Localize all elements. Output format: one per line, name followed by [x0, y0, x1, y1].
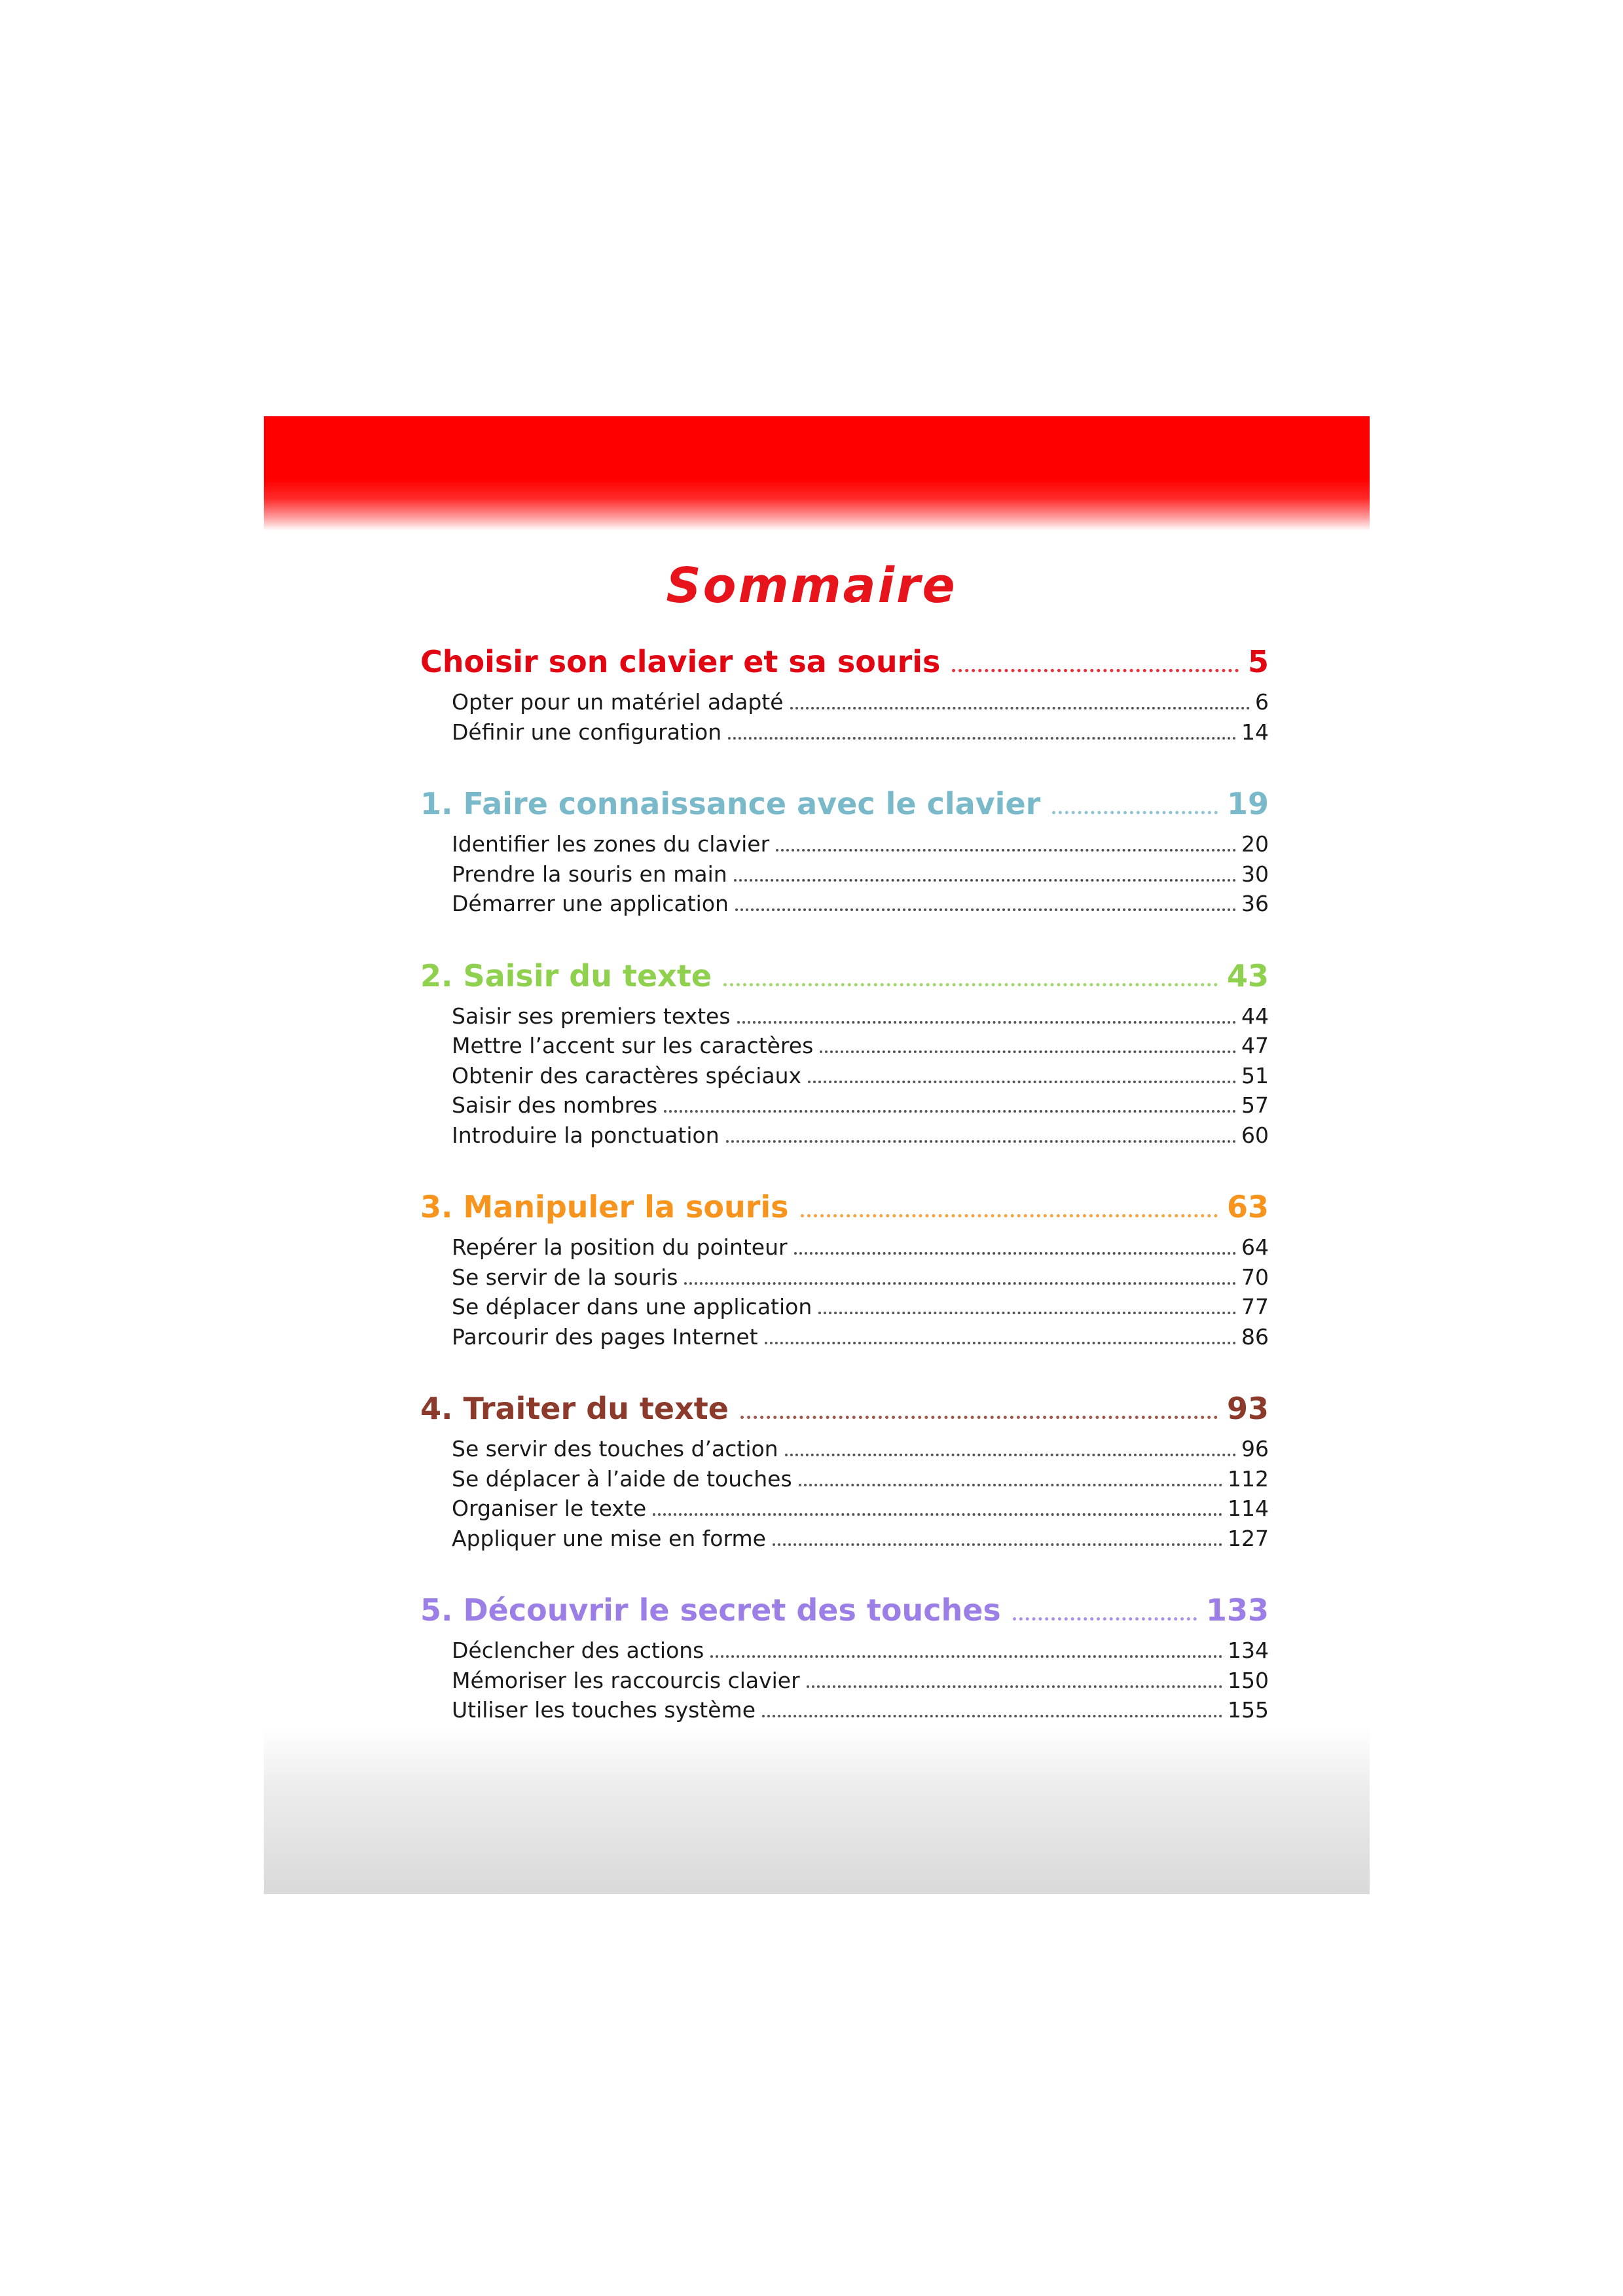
dot-leader	[710, 1655, 1222, 1658]
toc-entry[interactable]	[452, 1464, 1269, 1494]
toc-entry[interactable]	[452, 1292, 1269, 1322]
section-items	[420, 1001, 1269, 1151]
section-heading[interactable]	[420, 639, 1269, 685]
entry-title: Mémoriser les raccourcis clavier	[452, 1667, 800, 1693]
dot-leader	[723, 983, 1218, 986]
entry-title: Se servir de la souris	[452, 1264, 678, 1290]
entry-page-number: 96	[1241, 1436, 1269, 1462]
toc-entry[interactable]	[452, 1001, 1269, 1031]
dot-leader	[1052, 811, 1218, 814]
entry-title: Se servir des touches d’action	[452, 1436, 778, 1462]
section-items	[420, 829, 1269, 919]
entry-page-number: 44	[1241, 1003, 1269, 1029]
toc-entry[interactable]	[452, 1666, 1269, 1696]
entry-title: Identifier les zones du clavier	[452, 831, 770, 857]
entry-title: Mettre l’accent sur les caractères	[452, 1033, 814, 1058]
entry-title: Opter pour un matériel adapté	[452, 689, 784, 715]
toc-section	[420, 781, 1269, 919]
entry-title: Organiser le texte	[452, 1496, 647, 1521]
entry-title: Démarrer une application	[452, 891, 729, 916]
dot-leader	[820, 1050, 1236, 1053]
toc-section	[420, 953, 1269, 1151]
toc-entry[interactable]	[452, 1636, 1269, 1666]
toc-entry[interactable]	[452, 829, 1269, 859]
section-page-number: 5	[1247, 644, 1269, 679]
section-heading[interactable]	[420, 953, 1269, 999]
toc-entry[interactable]	[452, 1232, 1269, 1263]
section-page-number: 43	[1226, 958, 1269, 994]
entry-title: Saisir ses premiers textes	[452, 1003, 731, 1029]
entry-page-number: 150	[1228, 1667, 1269, 1693]
dot-leader	[801, 1214, 1218, 1217]
toc-entry[interactable]	[452, 889, 1269, 919]
toc-entry[interactable]	[452, 1263, 1269, 1293]
dot-leader	[808, 1081, 1236, 1083]
dot-leader	[653, 1513, 1222, 1516]
section-page-number: 19	[1226, 786, 1269, 821]
table-of-contents	[420, 639, 1269, 1759]
toc-entry[interactable]	[452, 1524, 1269, 1554]
entry-title: Utiliser les touches système	[452, 1697, 756, 1723]
toc-section	[420, 639, 1269, 747]
toc-entry[interactable]	[452, 1090, 1269, 1121]
toc-entry[interactable]	[452, 687, 1269, 717]
section-page-number: 93	[1226, 1391, 1269, 1426]
dot-leader	[785, 1454, 1236, 1456]
section-title: 1. Faire connaissance avec le clavier	[420, 786, 1041, 821]
entry-title: Déclencher des actions	[452, 1638, 704, 1663]
section-title: 2. Saisir du texte	[420, 958, 712, 994]
entry-page-number: 60	[1241, 1122, 1269, 1148]
entry-page-number: 134	[1228, 1638, 1269, 1663]
entry-page-number: 30	[1241, 861, 1269, 887]
section-title: 4. Traiter du texte	[420, 1391, 729, 1426]
toc-entry[interactable]	[452, 1434, 1269, 1464]
entry-title: Définir une configuration	[452, 719, 722, 745]
dot-leader	[740, 1416, 1218, 1419]
entry-page-number: 51	[1241, 1062, 1269, 1088]
entry-page-number: 155	[1228, 1697, 1269, 1723]
entry-page-number: 114	[1228, 1496, 1269, 1521]
section-items	[420, 1232, 1269, 1352]
section-items	[420, 687, 1269, 747]
section-items	[420, 1636, 1269, 1725]
entry-title: Prendre la souris en main	[452, 861, 727, 887]
dot-leader	[794, 1252, 1236, 1255]
toc-section	[420, 1184, 1269, 1352]
entry-title: Se déplacer dans une application	[452, 1294, 812, 1319]
dot-leader	[735, 908, 1236, 911]
entry-title: Obtenir des caractères spéciaux	[452, 1062, 802, 1088]
toc-entry[interactable]	[452, 1031, 1269, 1061]
section-page-number: 63	[1226, 1189, 1269, 1225]
entry-page-number: 14	[1241, 719, 1269, 745]
entry-title: Repérer la position du pointeur	[452, 1234, 788, 1260]
section-items	[420, 1434, 1269, 1553]
entry-page-number: 70	[1241, 1264, 1269, 1290]
entry-title: Saisir des nombres	[452, 1092, 658, 1118]
dot-leader	[728, 737, 1236, 740]
toc-entry[interactable]	[452, 1121, 1269, 1151]
entry-page-number: 36	[1241, 891, 1269, 916]
toc-entry[interactable]	[452, 1322, 1269, 1352]
dot-leader	[818, 1312, 1236, 1314]
entry-page-number: 57	[1241, 1092, 1269, 1118]
section-heading[interactable]	[420, 1587, 1269, 1633]
entry-page-number: 77	[1241, 1294, 1269, 1319]
entry-title: Se déplacer à l’aide de touches	[452, 1465, 792, 1492]
footer-band	[264, 1728, 1370, 1894]
page-title: Sommaire	[666, 558, 957, 614]
dot-leader	[726, 1140, 1236, 1143]
dot-leader	[799, 1484, 1222, 1486]
entry-title: Introduire la ponctuation	[452, 1122, 720, 1148]
section-heading[interactable]	[420, 1184, 1269, 1230]
dot-leader	[737, 1021, 1236, 1024]
toc-entry[interactable]	[452, 717, 1269, 747]
entry-page-number: 112	[1228, 1465, 1269, 1492]
dot-leader	[762, 1715, 1222, 1717]
toc-entry[interactable]	[452, 1494, 1269, 1524]
dot-leader	[952, 669, 1239, 672]
entry-title: Appliquer une mise en forme	[452, 1525, 766, 1551]
section-title: 3. Manipuler la souris	[420, 1189, 789, 1225]
dot-leader	[765, 1342, 1236, 1344]
toc-entry[interactable]	[452, 1061, 1269, 1091]
dot-leader	[776, 849, 1236, 852]
entry-page-number: 47	[1241, 1033, 1269, 1058]
header-band	[264, 416, 1370, 531]
toc-entry[interactable]	[452, 1695, 1269, 1725]
toc-entry[interactable]	[452, 859, 1269, 889]
entry-page-number: 127	[1228, 1525, 1269, 1551]
section-title: Choisir son clavier et sa souris	[420, 644, 941, 679]
dot-leader	[684, 1282, 1236, 1285]
dot-leader	[1013, 1617, 1197, 1621]
section-heading[interactable]	[420, 1386, 1269, 1431]
entry-page-number: 6	[1255, 689, 1269, 715]
entry-title: Parcourir des pages Internet	[452, 1323, 758, 1350]
entry-page-number: 20	[1241, 831, 1269, 857]
entry-page-number: 86	[1241, 1323, 1269, 1350]
toc-section	[420, 1386, 1269, 1553]
dot-leader	[734, 879, 1236, 882]
dot-leader	[790, 707, 1250, 709]
dot-leader	[773, 1543, 1222, 1546]
entry-page-number: 64	[1241, 1234, 1269, 1260]
section-heading[interactable]	[420, 781, 1269, 827]
section-page-number: 133	[1205, 1592, 1269, 1628]
section-title: 5. Découvrir le secret des touches	[420, 1592, 1001, 1628]
dot-leader	[664, 1110, 1236, 1113]
toc-section	[420, 1587, 1269, 1725]
dot-leader	[807, 1685, 1222, 1688]
